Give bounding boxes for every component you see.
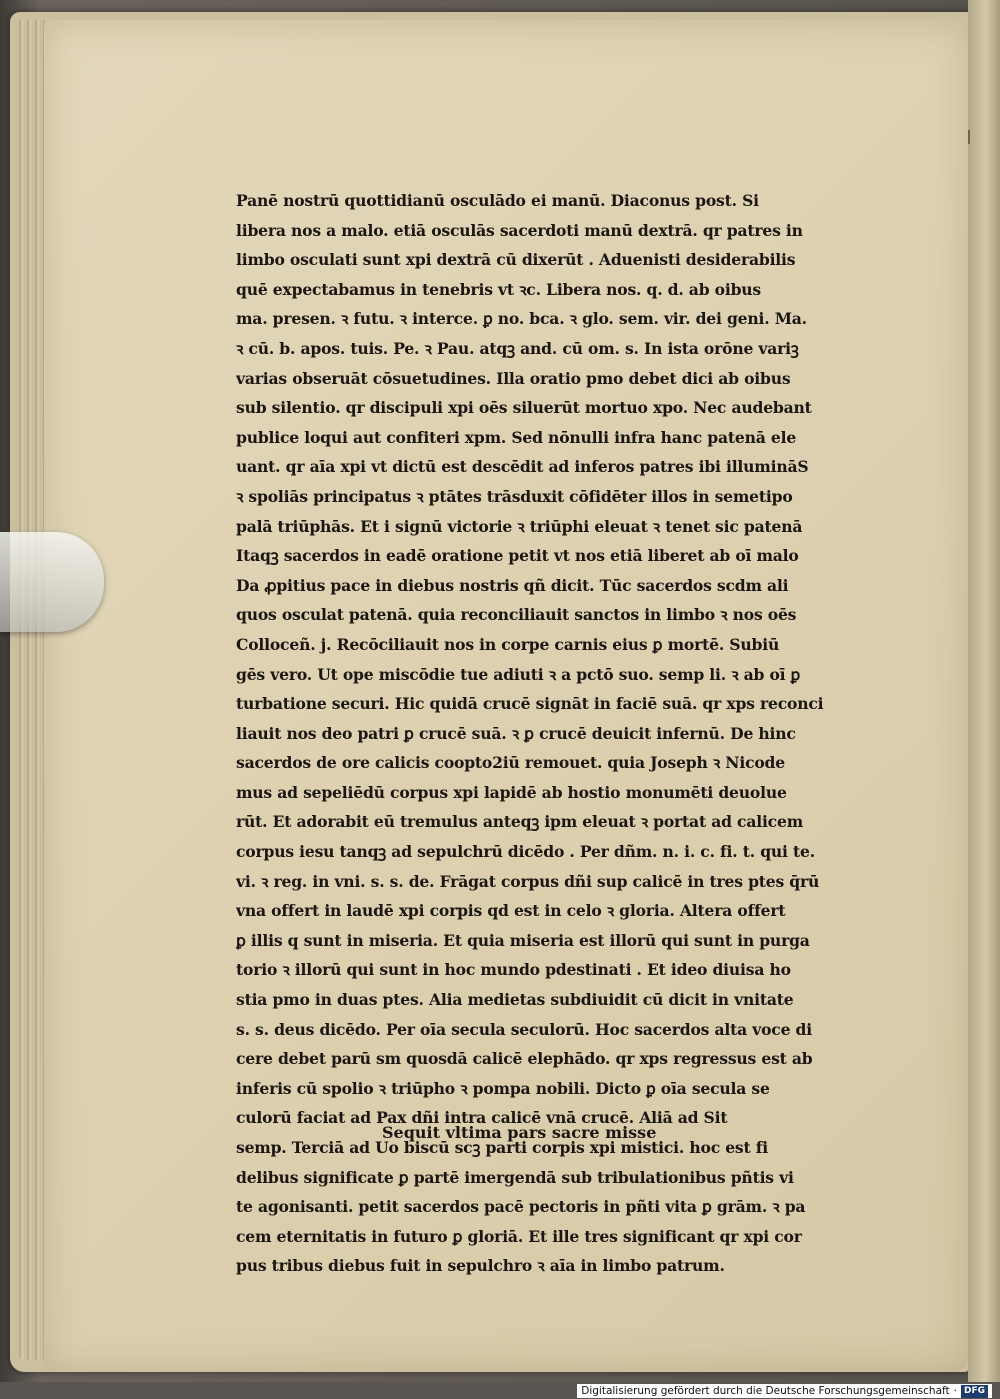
footer-credit xyxy=(577,1384,992,1398)
text-line: cere debet parū sm quosdā calicē elephādo. qr xps regressus est ab xyxy=(236,1049,813,1069)
text-line: gēs vero. Ut ope miscōdie tue adiuti ꝛ a pctō suo. semp li. ꝛ ab oī ꝑ xyxy=(236,664,801,684)
dfg-logo-icon: DFG xyxy=(961,1385,988,1398)
text-line: limbo osculati sunt xpi dextrā cū dixerūt . Aduenisti desiderabilis xyxy=(236,250,796,270)
section-heading-line: Sequit vltima pars sacre misse xyxy=(382,1123,657,1142)
text-line: culorū faciat ad Pax dñi intra calicē vnā crucē. Aliā ad Sit xyxy=(236,1108,728,1128)
text-line: corpus iesu tanqꝫ ad sepulchrū dicēdo . Per dñm. n. i. c. fi. t. qui te. xyxy=(236,842,815,862)
text-line: ma. presen. ꝛ futu. ꝛ interce. ꝑ no. bca. ꝛ glo. sem. vir. dei geni. Ma. xyxy=(236,309,807,329)
page-clip xyxy=(0,532,104,632)
text-line: turbatione securi. Hic quidā crucē signāt in faciē suā. qr xps reconci xyxy=(236,694,824,714)
footer-separator: · xyxy=(953,1385,957,1397)
text-line: Colloceñ. j. Recōciliauit nos in corpe carnis eius ꝑ mortē. Subiū xyxy=(236,634,780,654)
footer-credit-text: Digitalisierung gefördert durch die Deutsche Forschungsgemeinschaft xyxy=(581,1385,950,1397)
text-line: Da ꝓpitius pace in diebus nostris qñ dicit. Tūc sacerdos scdm ali xyxy=(236,575,789,595)
text-line: mus ad sepeliēdū corpus xpi lapidē ab hostio monumēti deuolue xyxy=(236,782,787,802)
text-line: ꝑ illis q sunt in miseria. Et quia miseria est illorū qui sunt in purga xyxy=(236,930,810,950)
text-line: palā triūphās. Et i signū victorie ꝛ triūphi eleuat ꝛ tenet sic patenā xyxy=(236,516,803,536)
text-line: publice loqui aut confiteri xpm. Sed nōnulli infra hanc patenā ele xyxy=(236,427,797,447)
text-line: rūt. Et adorabit eū tremulus anteqꝫ ipm eleuat ꝛ portat ad calicem xyxy=(236,812,803,832)
text-line: ꝛ spoliās principatus ꝛ ptātes trāsduxit cōfidēter illos in semetipo xyxy=(236,486,793,506)
text-line: Itaqꝫ sacerdos in eadē oratione petit vt nos etiā liberet ab oī malo xyxy=(236,546,799,566)
facing-page-edge xyxy=(968,0,1000,1399)
text-line: vi. ꝛ reg. in vni. s. s. de. Frāgat corpus dñi sup calicē in tres ptes q̄rū xyxy=(236,871,820,891)
text-line: te agonisanti. petit sacerdos pacē pectoris in pñti vita ꝑ grām. ꝛ pa xyxy=(236,1197,806,1217)
text-line: semp. Terciā ad Uo biscū scꝫ parti corpis xpi mistici. hoc est fi xyxy=(236,1138,768,1157)
text-line: cem eternitatis in futuro ꝑ gloriā. Et ille tres significant qr xpi cor xyxy=(236,1226,802,1246)
text-line: sacerdos de ore calicis coopto2iū remouet. quia Joseph ꝛ Nicode xyxy=(236,753,785,773)
text-line: inferis cū spolio ꝛ triūpho ꝛ pompa nobili. Dicto ꝑ oīa secula se xyxy=(236,1078,770,1098)
text-line: pus tribus diebus fuit in sepulchro ꝛ aīa in limbo patrum. xyxy=(236,1256,725,1276)
incunable-text-block xyxy=(236,186,864,1281)
text-line: stia pmo in duas ptes. Alia medietas subdiuidit cū dicit in vnitate xyxy=(236,990,794,1010)
edge-mark xyxy=(968,130,970,144)
text-line: ꝛ cū. b. apos. tuis. Pe. ꝛ Pau. atqꝫ and. cū om. s. In ista orōne variꝫ xyxy=(236,338,799,358)
text-line: liauit nos deo patri ꝑ crucē suā. ꝛ ꝑ crucē deuicit infernū. De hinc xyxy=(236,723,796,743)
text-line: s. s. deus dicēdo. Per oīa secula seculorū. Hoc sacerdos alta voce di xyxy=(236,1019,812,1039)
text-line: vna offert in laudē xpi corpis qd est in celo ꝛ gloria. Altera offert xyxy=(236,901,786,921)
text-line: delibus significate ꝑ partē imergendā sub tribulationibus pñtis vi xyxy=(236,1167,794,1187)
text-line: uant. qr aīa xpi vt dictū est descēdit ad inferos patres ibi illumināS xyxy=(236,457,809,477)
text-line: Panē nostrū quottidianū osculādo ei manū. Diaconus post. Si xyxy=(236,191,759,210)
text-line: sub silentio. qr discipuli xpi oēs siluerūt mortuo xpo. Nec audebant xyxy=(236,398,812,418)
text-line: libera nos a malo. etiā osculās sacerdoti manū dextrā. qr patres in xyxy=(236,220,803,240)
text-line: torio ꝛ illorū qui sunt in hoc mundo pdestinati . Et ideo diuisa ho xyxy=(236,960,791,980)
text-line: quos osculat patenā. quia reconciliauit sanctos in limbo ꝛ nos oēs xyxy=(236,605,797,625)
text-line: quē expectabamus in tenebris vt ꝛc. Libera nos. q. d. ab oibus xyxy=(236,279,761,299)
text-line: varias obseruāt cōsuetudines. Illa oratio pmo debet dici ab oibus xyxy=(236,368,791,388)
